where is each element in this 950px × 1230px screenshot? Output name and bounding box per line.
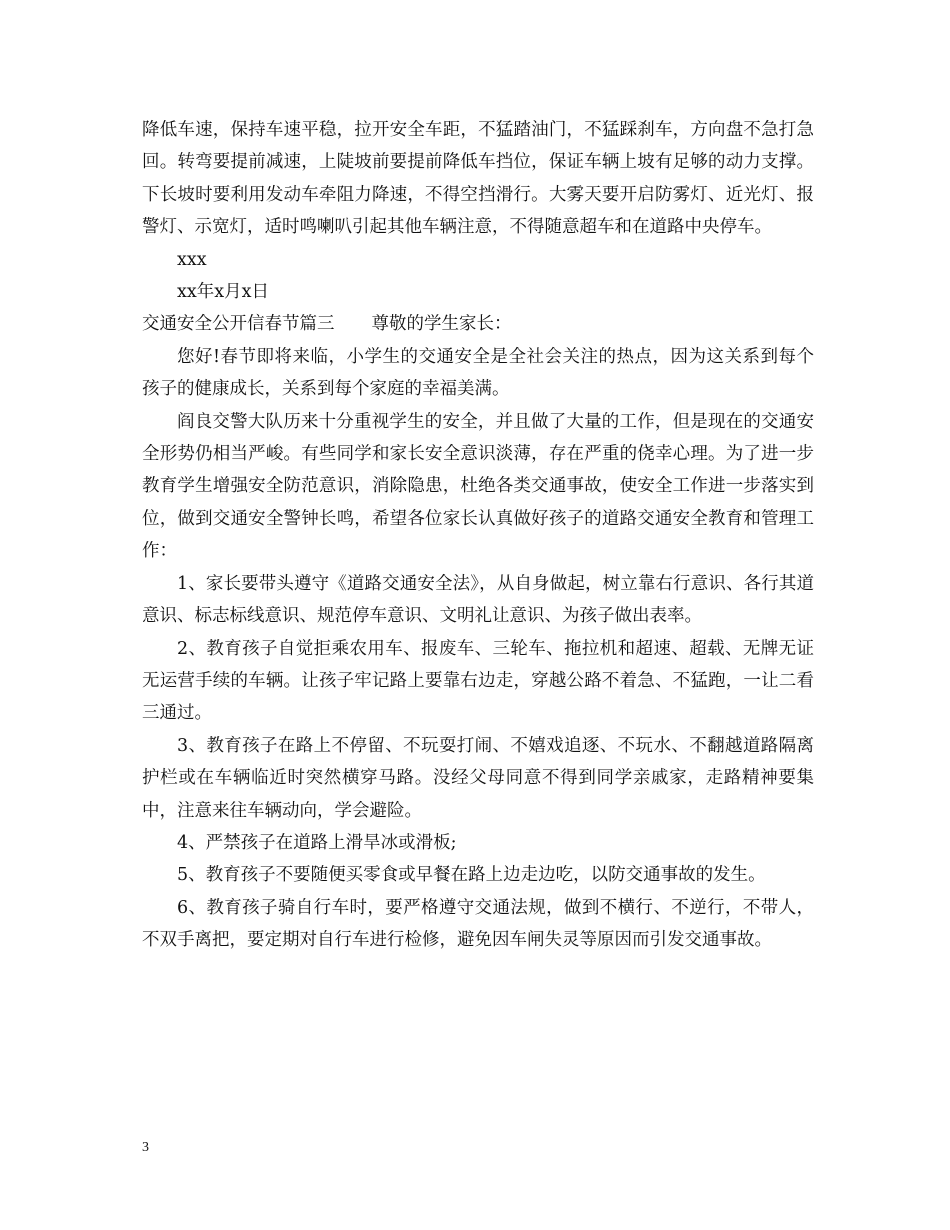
list-item-2: 2、教育孩子自觉拒乘农用车、报废车、三轮车、拖拉机和超速、超载、无牌无证无运营手续的车辆。让孩子牢记路上要靠右边走，穿越公路不着急、不猛跑，一让二看三通过。 <box>142 638 814 724</box>
list-item-1: 1、家长要带头遵守《道路交通安全法》，从自身做起，树立靠右行意识、各行其道意识、标志标线意识、规范停车意识、文明礼让意识、为孩子做出表率。 <box>142 573 814 627</box>
letter-heading <box>142 308 814 340</box>
list-item-5: 5、教育孩子不要随便买零食或早餐在路上边走边吃，以防交通事故的发生。 <box>177 865 766 886</box>
document-body <box>142 114 814 957</box>
list-item-3: 3、教育孩子在路上不停留、不玩耍打闹、不嬉戏追逐、不玩水、不翻越道路隔离护栏或在车辆临近时突然横穿马路。没经父母同意不得到同学亲戚家，走路精神要集中，注意来往车辆动向，学会避险。 <box>142 735 814 821</box>
signature-name: xxx <box>177 249 207 270</box>
letter-title: 交通安全公开信春节篇三 <box>142 314 335 335</box>
signature-date: xx年x月x日 <box>177 282 269 303</box>
page-number: 3 <box>142 1140 149 1155</box>
paragraph-greeting: 您好!春节即将来临，小学生的交通安全是全社会关注的热点，因为这关系到每个孩子的健康成长，关系到每个家庭的幸福美满。 <box>142 346 814 400</box>
paragraph-driving-tips: 降低车速，保持车速平稳，拉开安全车距，不猛踏油门，不猛踩刹车，方向盘不急打急回。转弯要提前减速，上陡坡前要提前降低车挡位，保证车辆上坡有足够的动力支撑。下长坡时要利用发动车牵阻力降速，不得空挡滑行。大雾天要开启防雾灯、近光灯、报警灯、示宽灯，适时鸣喇叭引起其他车辆注意，不得随意超车和在道路中央停车。 <box>142 120 814 238</box>
letter-salutation: 尊敬的学生家长： <box>371 314 512 335</box>
list-item-6: 6、教育孩子骑自行车时，要严格遵守交通法规，做到不横行、不逆行，不带人，不双手离把，要定期对自行车进行检修，避免因车闸失灵等原因而引发交通事故。 <box>142 897 814 951</box>
list-item-4: 4、严禁孩子在道路上滑旱冰或滑板; <box>177 832 457 853</box>
paragraph-background: 阎良交警大队历来十分重视学生的安全，并且做了大量的工作，但是现在的交通安全形势仍相当严峻。有些同学和家长安全意识淡薄，存在严重的侥幸心理。为了进一步教育学生增强安全防范意识，消除隐患，杜绝各类交通事故，使安全工作进一步落实到位，做到交通安全警钟长鸣，希望各位家长认真做好孩子的道路交通安全教育和管理工作： <box>142 411 814 562</box>
